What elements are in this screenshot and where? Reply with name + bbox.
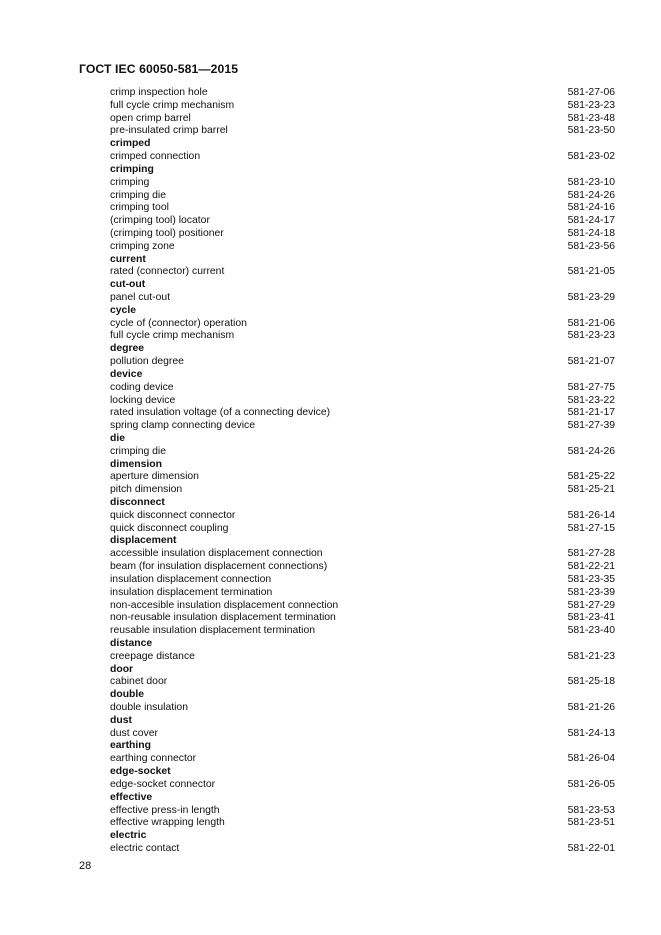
index-reference: 581-26-05 [567, 778, 615, 790]
page-header: ГОСТ IEC 60050-581—2015 [79, 62, 239, 76]
index-reference: 581-23-29 [567, 292, 615, 303]
index-term: open crimp barrel [110, 112, 191, 124]
index-reference: 581-27-29 [567, 599, 615, 611]
index-keyword-row [110, 689, 615, 702]
index-term: creepage distance [110, 650, 195, 662]
index-keyword-row [110, 830, 615, 843]
index-entry-row [110, 805, 615, 818]
index-reference: 581-23-22 [567, 394, 615, 406]
index-reference: 581-23-35 [567, 573, 615, 585]
index-term: crimp inspection hole [110, 87, 208, 98]
index-term: aperture dimension [110, 471, 199, 483]
index-entry-row [110, 228, 615, 241]
index-entry-row [110, 600, 615, 613]
index-reference: 581-25-18 [567, 676, 615, 688]
index-keyword: double [110, 689, 145, 701]
index-entry-row [110, 330, 615, 343]
index-entry-row [110, 523, 615, 536]
index-entry-row [110, 817, 615, 830]
index-keyword: disconnect [110, 497, 165, 508]
index-keyword: device [110, 368, 143, 380]
index-reference: 581-23-39 [567, 586, 615, 598]
index-term: pitch dimension [110, 484, 183, 496]
index-term: earthing connector [110, 753, 197, 765]
index-keyword: die [110, 432, 126, 444]
index-entry-row [110, 471, 615, 484]
index-reference: 581-21-23 [567, 650, 615, 662]
index-reference: 581-23-48 [567, 112, 615, 124]
index-entry-row [110, 318, 615, 331]
index-term: rated (connector) current [110, 266, 225, 278]
index-term: crimped connection [110, 151, 201, 163]
index-entry-row [110, 587, 615, 600]
index-keyword: distance [110, 637, 153, 649]
index-reference: 581-24-17 [567, 215, 615, 227]
index-reference: 581-21-05 [567, 266, 615, 278]
index-entry-row [110, 574, 615, 587]
index-term: non-reusable insulation displacement termination [110, 612, 336, 624]
index-entry-row [110, 382, 615, 395]
index-entry-row [110, 125, 615, 138]
index-term: effective wrapping length [110, 817, 225, 829]
index-term: effective press-in length [110, 804, 220, 816]
index-term: crimping [110, 176, 150, 188]
index-reference: 581-22-21 [567, 561, 615, 573]
index-keyword-row [110, 535, 615, 548]
index-keyword: earthing [110, 740, 151, 752]
index-reference: 581-23-23 [567, 330, 615, 342]
index-keyword: electric [110, 830, 147, 842]
index-entry-row [110, 484, 615, 497]
index-term: electric contact [110, 842, 180, 854]
index-term: double insulation [110, 702, 188, 713]
index-keyword: dust [110, 714, 132, 726]
index-entry-row [110, 215, 615, 228]
index-reference: 581-23-56 [567, 240, 615, 252]
index-entry-row [110, 548, 615, 561]
index-keyword: crimping [110, 163, 154, 175]
index-entry-row [110, 151, 615, 164]
index-term: (crimping tool) locator [110, 215, 210, 227]
index-reference: 581-23-23 [567, 99, 615, 111]
index-term: cabinet door [110, 676, 168, 688]
index-term: quick disconnect coupling [110, 522, 229, 534]
index-term: crimping die [110, 445, 167, 457]
index-reference: 581-24-26 [567, 189, 615, 201]
index-reference: 581-23-02 [567, 151, 615, 163]
index-entry-row [110, 843, 615, 856]
index-reference: 581-22-01 [567, 842, 615, 854]
index-keyword-row [110, 254, 615, 267]
index-keyword: cycle [110, 304, 137, 316]
index-keyword: dimension [110, 458, 162, 470]
index-term: crimping tool [110, 202, 169, 214]
index-reference: 581-23-53 [567, 804, 615, 816]
index-keyword: displacement [110, 535, 177, 547]
index-term: dust cover [110, 727, 158, 739]
index-entry-row [110, 266, 615, 279]
index-entry-row [110, 356, 615, 369]
index-keyword-row [110, 433, 615, 446]
index-reference: 581-24-26 [567, 445, 615, 457]
index-keyword-row [110, 664, 615, 677]
index-entry-row [110, 612, 615, 625]
index-reference: 581-21-07 [567, 356, 615, 368]
index-entry-row [110, 241, 615, 254]
index-entry-row [110, 202, 615, 215]
index-keyword-row [110, 497, 615, 510]
index-term: non-accesible insulation displacement connection [110, 599, 339, 611]
index-keyword: edge-socket [110, 766, 171, 778]
index-term: insulation displacement termination [110, 586, 273, 598]
index-keyword-row [110, 343, 615, 356]
index-reference: 581-23-41 [567, 612, 615, 624]
index-entry-row [110, 779, 615, 792]
index-reference: 581-25-22 [567, 471, 615, 483]
index-reference: 581-27-75 [567, 381, 615, 393]
index-term: cycle of (connector) operation [110, 317, 247, 329]
index-entry-row [110, 113, 615, 126]
index-keyword: cut-out [110, 279, 146, 291]
index-reference: 581-27-39 [567, 420, 615, 432]
index-term: (crimping tool) positioner [110, 227, 224, 239]
index-keyword-row [110, 279, 615, 292]
index-reference: 581-21-17 [567, 407, 615, 419]
index-reference: 581-26-14 [567, 509, 615, 521]
index-keyword-row [110, 740, 615, 753]
index-term: edge-socket connector [110, 778, 216, 790]
index-entry-row [110, 510, 615, 523]
index-keyword-row [110, 715, 615, 728]
index-term: accessible insulation displacement connection [110, 548, 323, 560]
index-keyword-row [110, 792, 615, 805]
index-reference: 581-23-50 [567, 125, 615, 137]
index-term: beam (for insulation displacement connections) [110, 561, 328, 573]
index-entry-row [110, 651, 615, 664]
index-entry-row [110, 702, 615, 715]
index-term: crimping die [110, 189, 167, 201]
index-reference: 581-23-10 [567, 176, 615, 188]
index-term: quick disconnect connector [110, 509, 236, 521]
index-entry-row [110, 728, 615, 741]
index-keyword: effective [110, 791, 153, 803]
index-reference: 581-27-28 [567, 548, 615, 560]
index-entry-row [110, 190, 615, 203]
index-term: crimping zone [110, 240, 175, 252]
index-reference: 581-27-06 [567, 87, 615, 98]
index-term: full cycle crimp mechanism [110, 99, 235, 111]
index-reference: 581-21-06 [567, 317, 615, 329]
page-number: 28 [79, 860, 92, 872]
index-term: panel cut-out [110, 292, 171, 303]
index-entry-row [110, 446, 615, 459]
index-entry-row [110, 753, 615, 766]
index-term: pollution degree [110, 356, 184, 368]
index-keyword-row [110, 638, 615, 651]
index-keyword-row [110, 305, 615, 318]
index-keyword-row [110, 164, 615, 177]
index-entry-row [110, 177, 615, 190]
index-reference: 581-23-40 [567, 625, 615, 637]
index-term: coding device [110, 381, 174, 393]
index-keyword: door [110, 663, 134, 675]
index-reference: 581-24-13 [567, 727, 615, 739]
index-entry-row [110, 407, 615, 420]
index-term: insulation displacement connection [110, 573, 272, 585]
index-reference: 581-24-16 [567, 202, 615, 214]
index-keyword: degree [110, 343, 145, 355]
index-list [110, 87, 615, 856]
index-entry-row [110, 292, 615, 305]
index-term: full cycle crimp mechanism [110, 330, 235, 342]
index-keyword: crimped [110, 138, 151, 150]
index-entry-row [110, 625, 615, 638]
index-reference: 581-23-51 [567, 817, 615, 829]
index-keyword-row [110, 138, 615, 151]
index-keyword-row [110, 459, 615, 472]
index-keyword-row [110, 369, 615, 382]
index-reference: 581-21-26 [567, 702, 615, 713]
index-entry-row [110, 395, 615, 408]
index-entry-row [110, 561, 615, 574]
index-term: locking device [110, 394, 176, 406]
index-term: reusable insulation displacement termination [110, 625, 316, 637]
index-term: spring clamp connecting device [110, 420, 255, 432]
index-term: rated insulation voltage (of a connecting device) [110, 407, 331, 419]
index-keyword: current [110, 253, 146, 265]
index-entry-row [110, 420, 615, 433]
index-keyword-row [110, 766, 615, 779]
index-reference: 581-26-04 [567, 753, 615, 765]
index-entry-row [110, 100, 615, 113]
index-entry-row [110, 87, 615, 100]
index-reference: 581-25-21 [567, 484, 615, 496]
index-entry-row [110, 676, 615, 689]
index-term: pre-insulated crimp barrel [110, 125, 228, 137]
index-reference: 581-27-15 [567, 522, 615, 534]
index-reference: 581-24-18 [567, 227, 615, 239]
